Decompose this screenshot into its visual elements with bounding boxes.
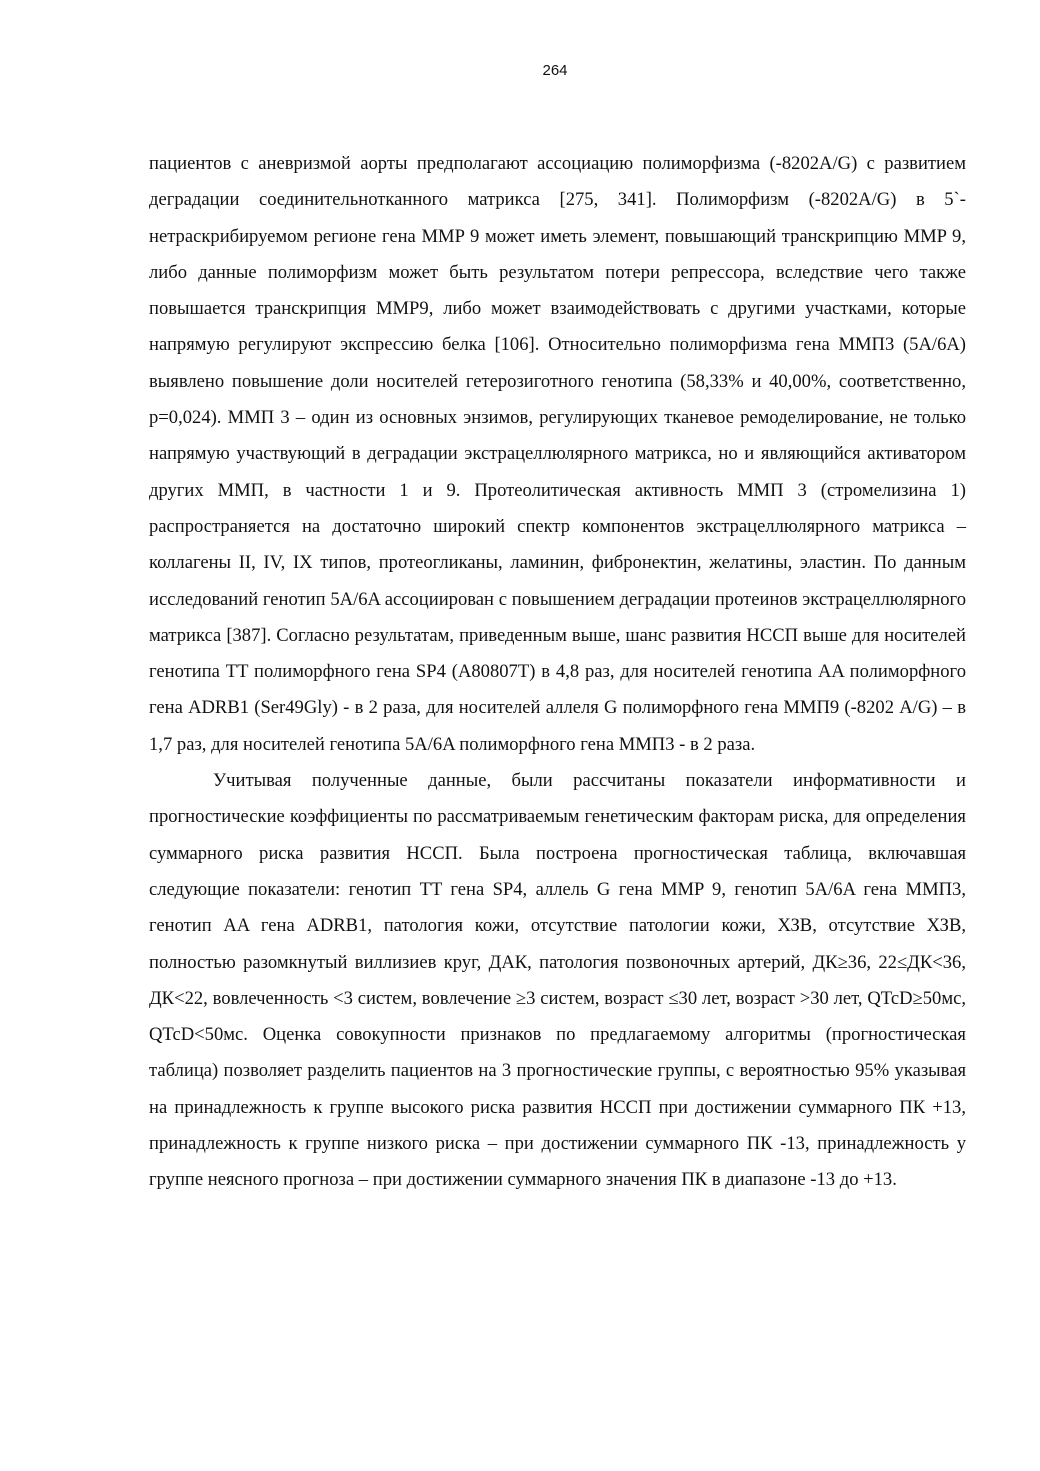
paragraph-2: Учитывая полученные данные, были рассчитаны показатели информативности и прогностические коэффициенты по рассматриваемым генетическим факторам риска, для определения суммарного риска развития НССП. Была построена прогностическая таблица, включавшая следующие показатели: генотип TT гена SP4, аллель G гена MMP 9, генотип 5A/6A гена ММП3, генотип AA гена ADRB1, патология кожи, отсутствие патологии кожи, ХЗВ, отсутствие ХЗВ, полностью разомкнутый виллизиев круг, ДАК, патология позвоночных артерий, ДК≥36, 22≤ДК<36, ДК<22, вовлеченность <3 систем, вовлечение ≥3 систем, возраст ≤30 лет, возраст >30 лет, QTcD≥50мс, QTcD<50мс. Оценка совокупности признаков по предлагаемому алгоритмы (прогностическая таблица) позволяет разделить пациентов на 3 прогностические группы, с вероятностью 95% указывая на принадлежность к группе высокого риска развития НССП при достижении суммарного ПК +13, принадлежность к группе низкого риска – при достижении суммарного ПК -13, принадлежность у группе неясного прогноза – при достижении суммарного значения ПК в диапазоне -13 до +13. [149,770,966,1191]
body-text [149,146,966,1199]
page-number: 264 [542,62,568,79]
paragraph-1: пациентов с аневризмой аорты предполагают ассоциацию полиморфизма (-8202A/G) с развитием деградации соединительнотканного матрикса [275, 341]. Полиморфизм (-8202A/G) в 5`-нетраскрибируемом регионе гена MMP 9 может иметь элемент, повышающий транскрипцию MMP 9, либо данные полиморфизм может быть результатом потери репрессора, вследствие чего также повышается транскрипция MMP9, либо может взаимодействовать с другими участками, которые напрямую регулируют экспрессию белка [106]. Относительно полиморфизма гена ММП3 (5A/6A) выявлено повышение доли носителей гетерозиготного генотипа (58,33% и 40,00%, соответственно, p=0,024). ММП 3 – один из основных энзимов, регулирующих тканевое ремоделирование, не только напрямую участвующий в деградации экстрацеллюлярного матрикса, но и являющийся активатором других ММП, в частности 1 и 9. Протеолитическая активность ММП 3 (стромелизина 1) распространяется на достаточно широкий спектр компонентов экстрацеллюлярного матрикса – коллагены II, IV, IX типов, протеогликаны, ламинин, фибронектин, желатины, эластин. По данным исследований генотип 5A/6A ассоциирован с повышением деградации протеинов экстрацеллюлярного матрикса [387]. Согласно результатам, приведенным выше, шанс развития НССП выше для носителей генотипа TT полиморфного гена SP4 (A80807T) в 4,8 раз, для носителей генотипа AA полиморфного гена ADRB1 (Ser49Gly) - в 2 раза, для носителей аллеля G полиморфного гена ММП9 (-8202 A/G) – в 1,7 раз, для носителей генотипа 5A/6A полиморфного гена ММП3 - в 2 раза. [149,153,966,755]
